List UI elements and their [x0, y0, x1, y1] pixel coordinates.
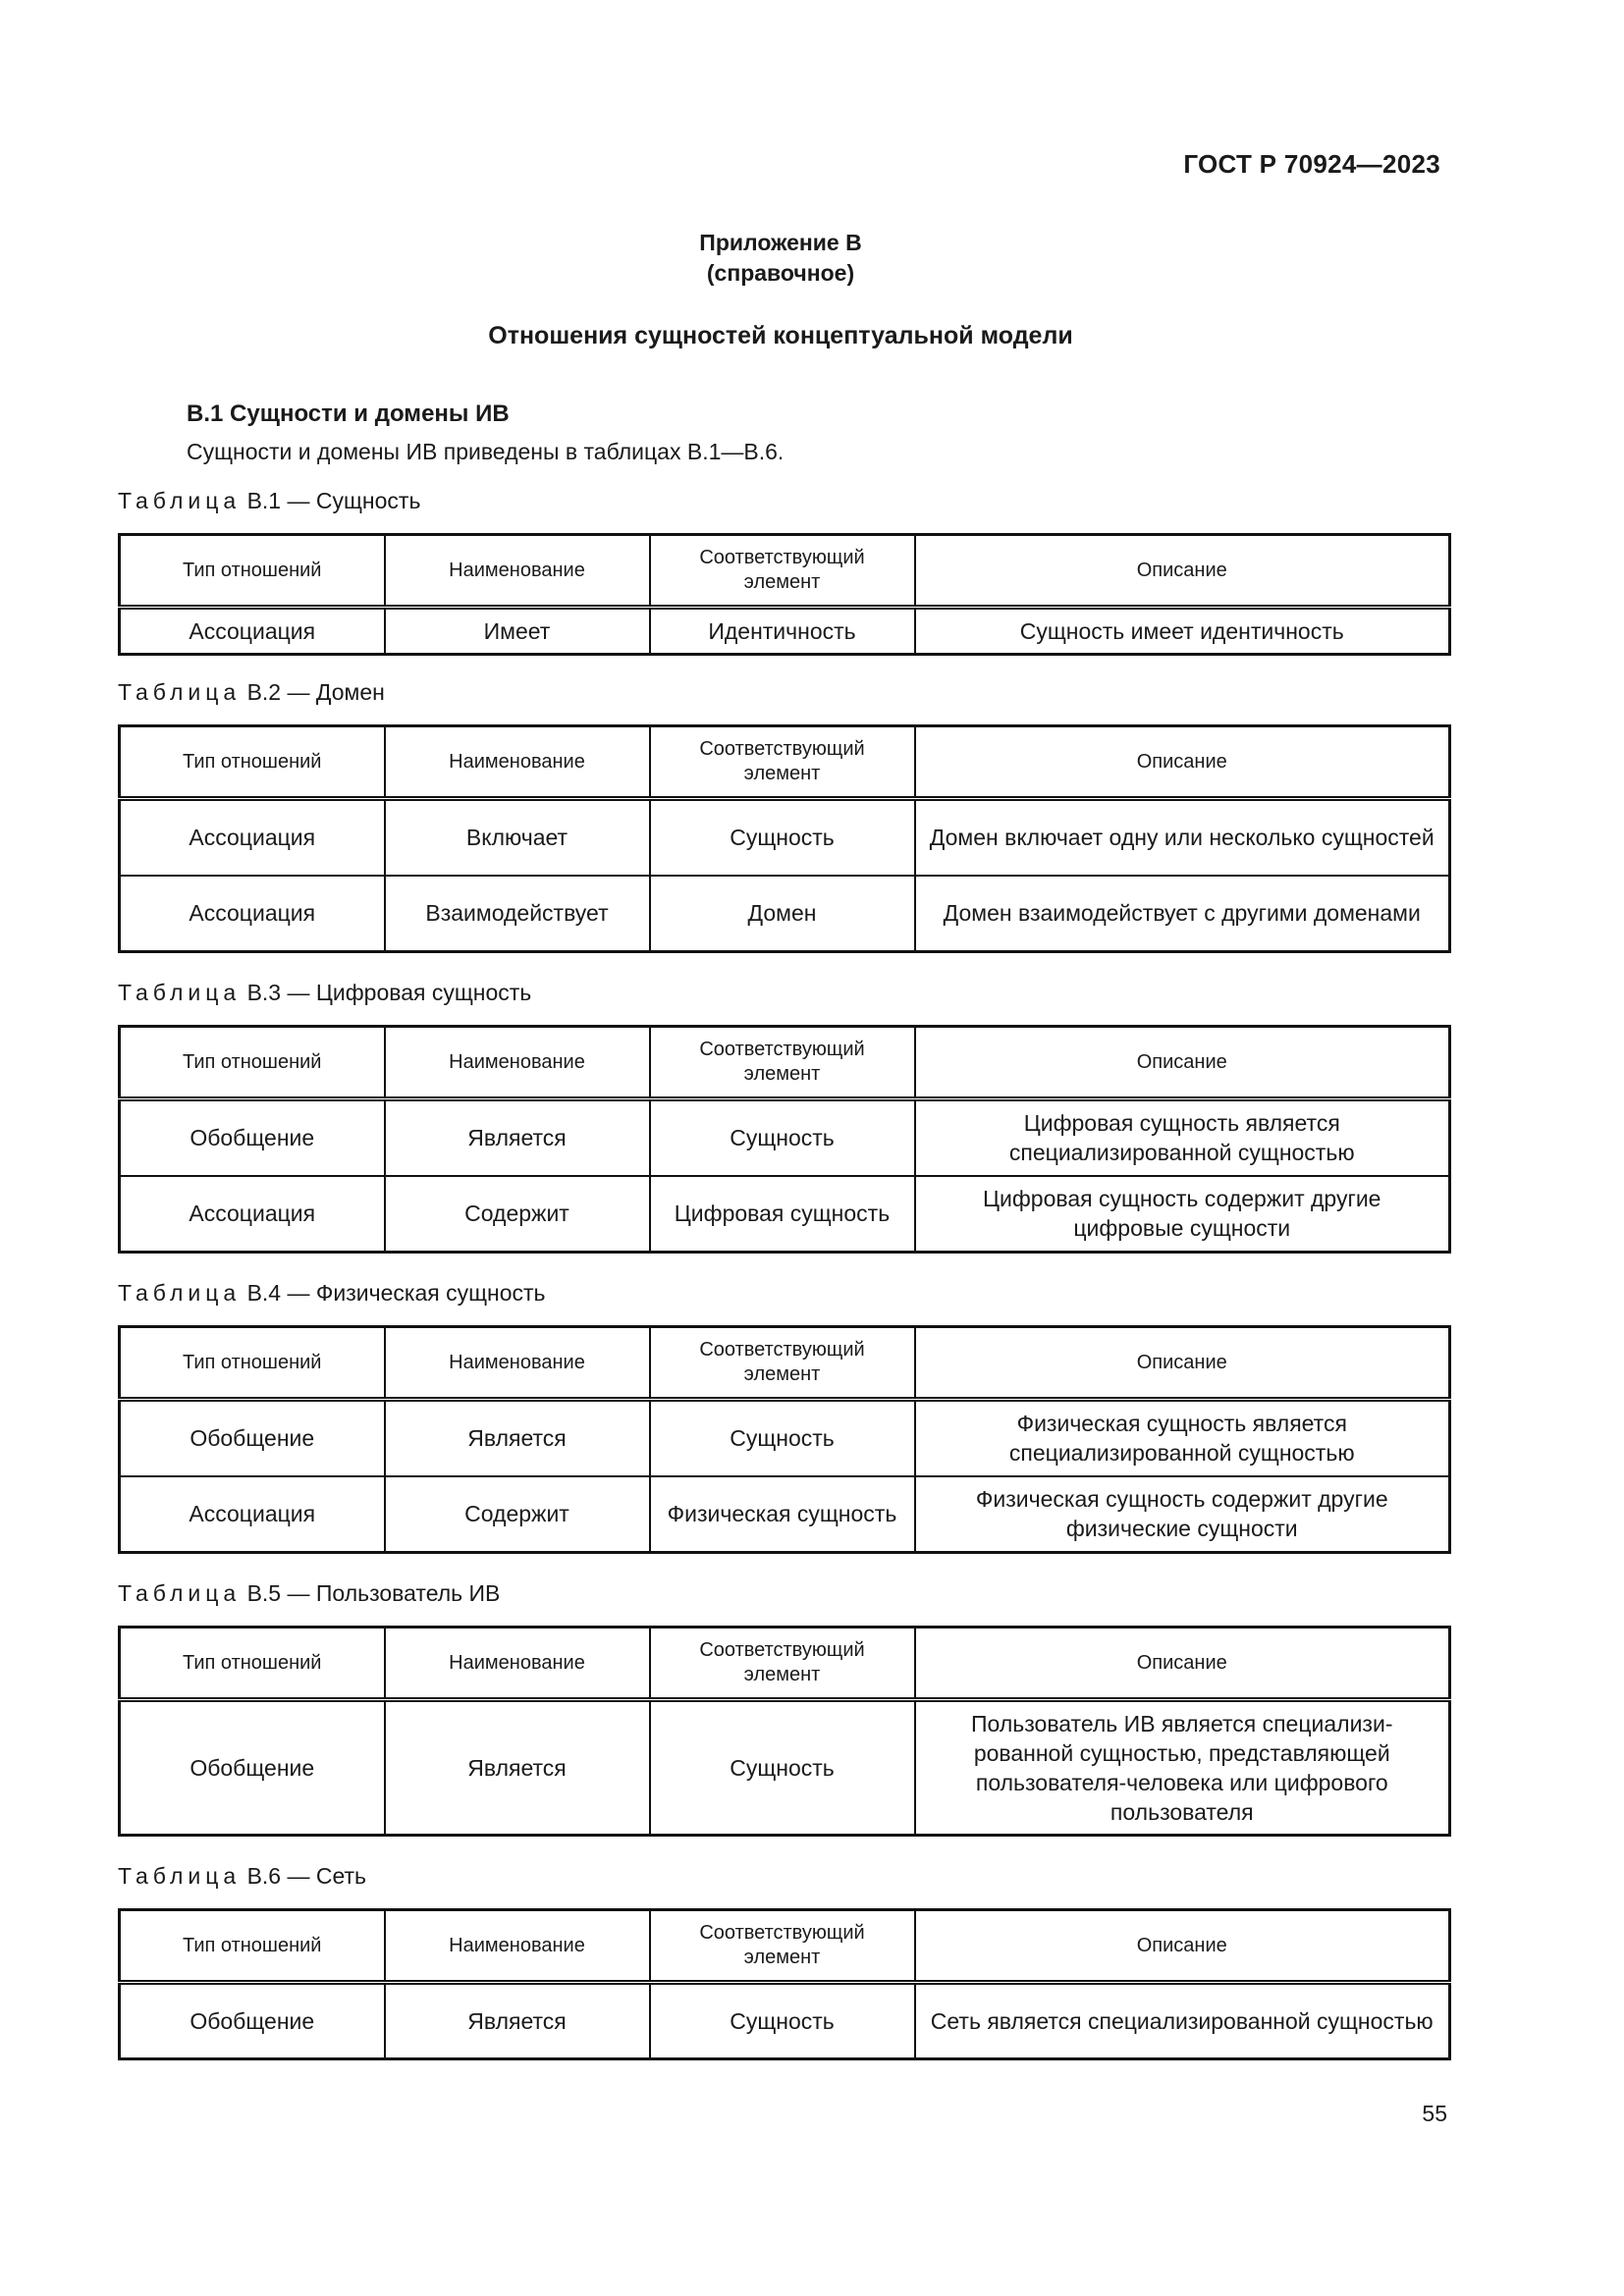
table-caption — [118, 980, 531, 1006]
subsection-title: В.1 Сущности и домены ИВ — [187, 400, 510, 427]
cell-type: Обобщение — [120, 1700, 385, 1836]
header-description: Описание — [915, 1027, 1450, 1099]
section-title: Отношения сущностей концептуальной модели — [488, 322, 1073, 349]
table-header-row — [120, 1327, 1450, 1400]
table-caption — [118, 488, 420, 514]
table-caption — [118, 1280, 546, 1307]
cell-element: Сущность — [650, 1099, 915, 1176]
cell-description: Домен включает одну или несколько сущностей — [915, 799, 1450, 876]
page-number: 55 — [1422, 2101, 1447, 2126]
table-row — [120, 1176, 1450, 1253]
table-caption-word: Таблица — [118, 1863, 242, 1889]
table-caption-word: Таблица — [118, 1280, 242, 1306]
table-b6 — [118, 1908, 1451, 2060]
cell-description: Физическая сущность содержит другие физические сущности — [915, 1476, 1450, 1553]
table-caption-text: В.2 — Домен — [246, 679, 385, 705]
table-row — [120, 799, 1450, 876]
table-caption — [118, 679, 385, 706]
header-description: Описание — [915, 1628, 1450, 1700]
table-b3 — [118, 1025, 1451, 1254]
table-header-row — [120, 1628, 1450, 1700]
table-b2 — [118, 724, 1451, 953]
cell-name: Содержит — [385, 1476, 650, 1553]
cell-element: Сущность — [650, 799, 915, 876]
header-type: Тип отношений — [120, 726, 385, 799]
cell-element: Сущность — [650, 1983, 915, 2059]
cell-name: Взаимодействует — [385, 876, 650, 952]
header-type: Тип отношений — [120, 1327, 385, 1400]
header-element: Соответствующий элемент — [650, 1027, 915, 1099]
cell-description: Сущность имеет идентичность — [915, 608, 1450, 655]
intro-paragraph: Сущности и домены ИВ приведены в таблицах В.1—В.6. — [187, 439, 785, 464]
table-row — [120, 1700, 1450, 1836]
table-header-row — [120, 1027, 1450, 1099]
cell-element: Домен — [650, 876, 915, 952]
cell-description: Цифровая сущность содержит другие цифровые сущности — [915, 1176, 1450, 1253]
table-caption-text: В.4 — Физическая сущность — [246, 1280, 546, 1306]
table-header-row — [120, 726, 1450, 799]
cell-type: Ассоциация — [120, 1176, 385, 1253]
cell-description: Пользователь ИВ является специализированной сущностью, представляющей пользователя-человека или цифрового пользователя — [915, 1700, 1450, 1836]
header-type: Тип отношений — [120, 1027, 385, 1099]
table-caption — [118, 1580, 500, 1607]
table-caption-text: В.3 — Цифровая сущность — [246, 980, 532, 1005]
cell-type: Ассоциация — [120, 608, 385, 655]
cell-name: Является — [385, 1700, 650, 1836]
table-caption-word: Таблица — [118, 488, 242, 513]
cell-type: Обобщение — [120, 1099, 385, 1176]
header-description: Описание — [915, 535, 1450, 608]
header-element: Соответствующий элемент — [650, 726, 915, 799]
table-row — [120, 1400, 1450, 1476]
table-caption-word: Таблица — [118, 1580, 242, 1606]
header-description: Описание — [915, 1910, 1450, 1983]
header-name: Наименование — [385, 1327, 650, 1400]
header-element: Соответствующий элемент — [650, 1628, 915, 1700]
header-name: Наименование — [385, 726, 650, 799]
table-b1 — [118, 533, 1451, 656]
cell-name: Содержит — [385, 1176, 650, 1253]
cell-element: Сущность — [650, 1700, 915, 1836]
cell-element: Цифровая сущность — [650, 1176, 915, 1253]
table-b4 — [118, 1325, 1451, 1554]
appendix-subtitle: (справочное) — [706, 260, 855, 286]
cell-description: Домен взаимодействует с другими доменами — [915, 876, 1450, 952]
cell-name: Имеет — [385, 608, 650, 655]
cell-element: Идентичность — [650, 608, 915, 655]
table-header-row — [120, 1910, 1450, 1983]
table-header-row — [120, 535, 1450, 608]
header-type: Тип отношений — [120, 1910, 385, 1983]
header-type: Тип отношений — [120, 535, 385, 608]
cell-description: Сеть является специализированной сущностью — [915, 1983, 1450, 2059]
table-caption-word: Таблица — [118, 679, 242, 705]
table-caption-text: В.6 — Сеть — [246, 1863, 367, 1889]
cell-type: Обобщение — [120, 1983, 385, 2059]
table-row — [120, 1476, 1450, 1553]
header-description: Описание — [915, 726, 1450, 799]
table-b5 — [118, 1626, 1451, 1837]
table-row — [120, 1983, 1450, 2059]
cell-name: Является — [385, 1983, 650, 2059]
header-name: Наименование — [385, 1027, 650, 1099]
table-caption-text: В.5 — Пользователь ИВ — [246, 1580, 501, 1606]
cell-element: Сущность — [650, 1400, 915, 1476]
cell-type: Ассоциация — [120, 1476, 385, 1553]
table-row — [120, 1099, 1450, 1176]
cell-type: Обобщение — [120, 1400, 385, 1476]
cell-name: Включает — [385, 799, 650, 876]
cell-element: Физическая сущность — [650, 1476, 915, 1553]
header-name: Наименование — [385, 1628, 650, 1700]
cell-name: Является — [385, 1400, 650, 1476]
header-description: Описание — [915, 1327, 1450, 1400]
header-element: Соответствующий элемент — [650, 1910, 915, 1983]
cell-description: Физическая сущность является специализированной сущностью — [915, 1400, 1450, 1476]
cell-description: Цифровая сущность является специализированной сущностью — [915, 1099, 1450, 1176]
header-name: Наименование — [385, 535, 650, 608]
appendix-heading — [0, 228, 1561, 289]
header-type: Тип отношений — [120, 1628, 385, 1700]
header-element: Соответствующий элемент — [650, 535, 915, 608]
table-row — [120, 608, 1450, 655]
appendix-title: Приложение В — [699, 230, 862, 255]
table-caption-word: Таблица — [118, 980, 242, 1005]
header-name: Наименование — [385, 1910, 650, 1983]
document-code: ГОСТ Р 70924—2023 — [1183, 149, 1440, 179]
table-caption-text: В.1 — Сущность — [246, 488, 421, 513]
cell-type: Ассоциация — [120, 876, 385, 952]
cell-name: Является — [385, 1099, 650, 1176]
header-element: Соответствующий элемент — [650, 1327, 915, 1400]
cell-type: Ассоциация — [120, 799, 385, 876]
table-row — [120, 876, 1450, 952]
table-caption — [118, 1863, 366, 1890]
